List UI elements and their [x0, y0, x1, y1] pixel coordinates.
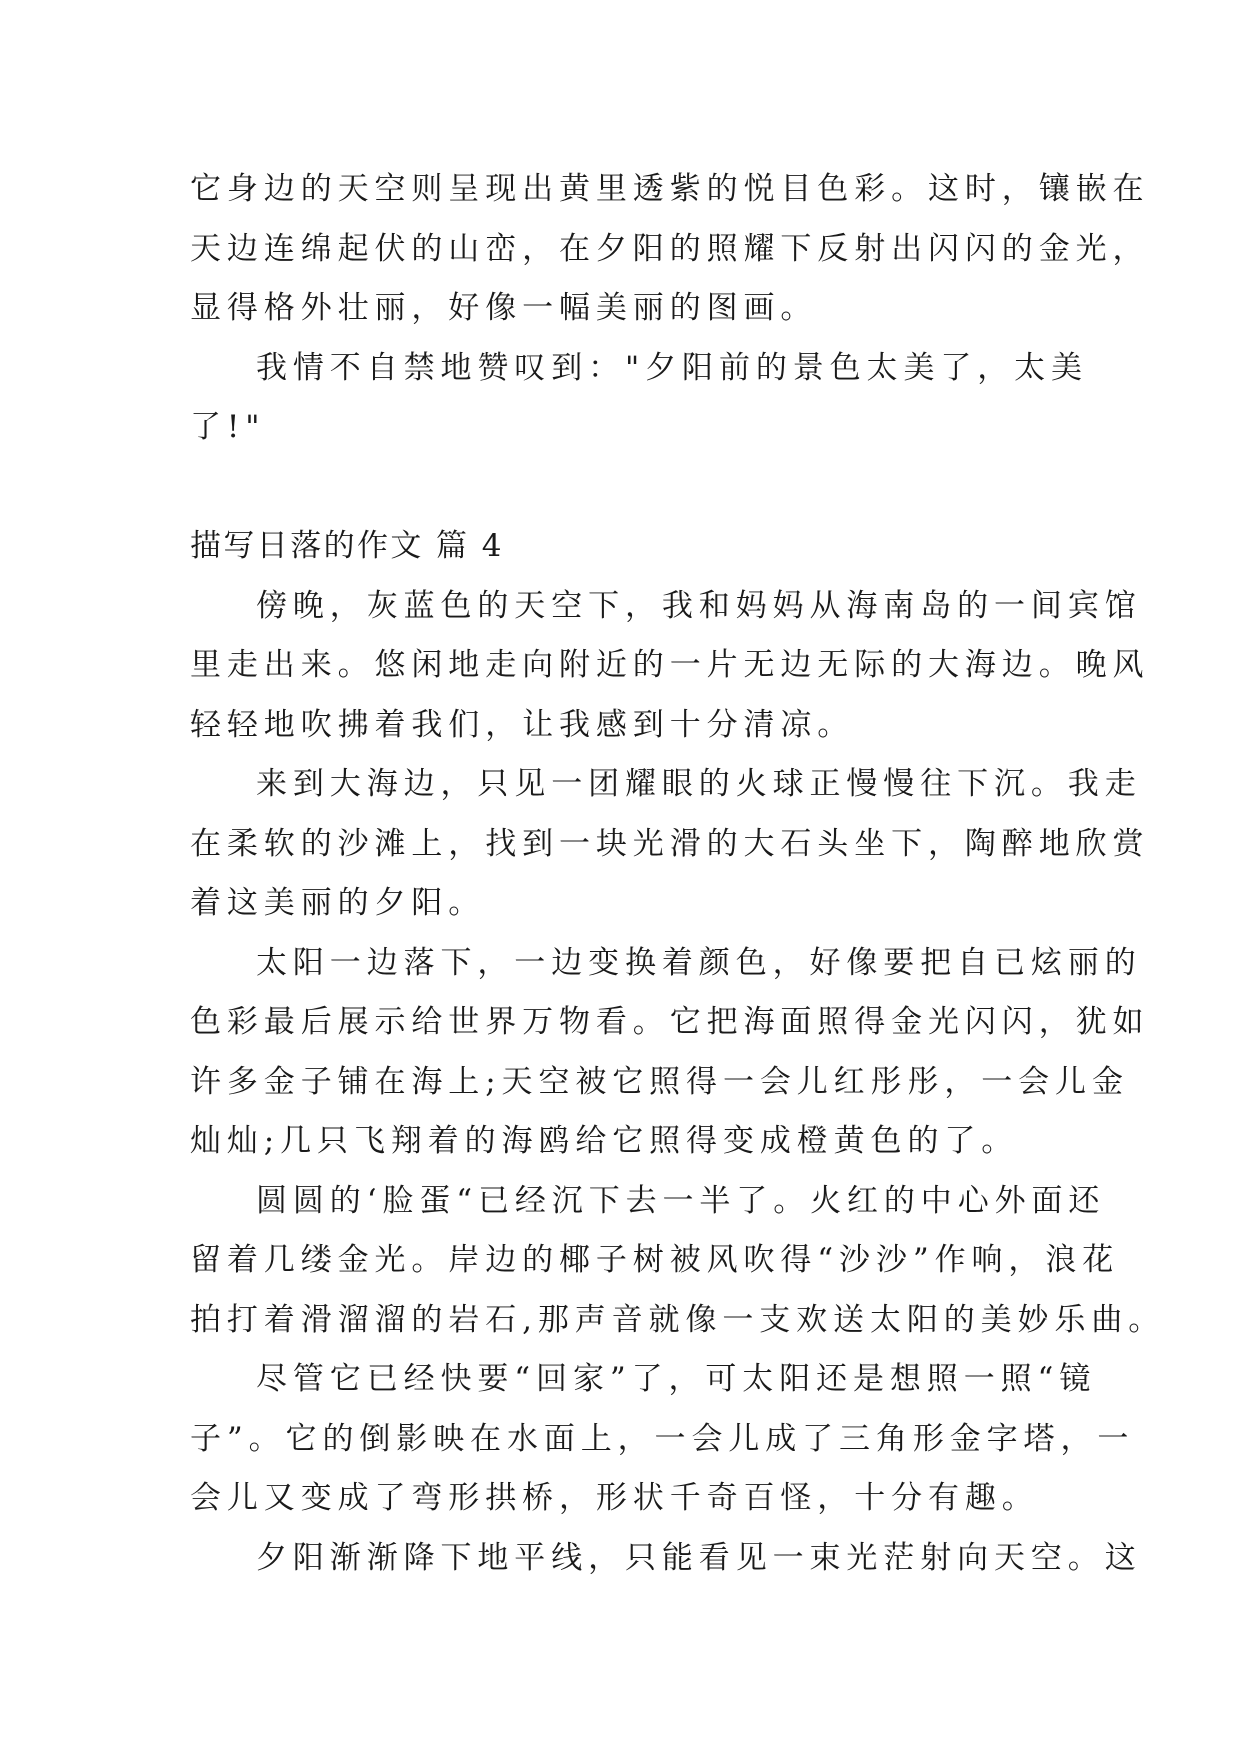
document-page [190, 160, 1166, 1588]
text-line: 子”。它的倒影映在水面上，一会儿成了三角形金字塔，一 [190, 1420, 1135, 1457]
text-line: 它身边的天空则呈现出黄里透紫的悦目色彩。这时，镶嵌在 [190, 171, 1150, 207]
section-paragraph-6 [190, 1529, 1142, 1589]
text-line: 傍晚，灰蓝色的天空下，我和妈妈从海南岛的一间宾馆 [256, 587, 1142, 624]
text-line: 轻轻地吹拂着我们，让我感到十分清凉。 [190, 706, 855, 743]
text-line: 色彩最后展示给世界万物看。它把海面照得金光闪闪，犹如 [190, 1004, 1150, 1040]
text-line: 里走出来。悠闲地走向附近的一片无边无际的大海边。晚风 [190, 647, 1150, 683]
text-line: 来到大海边，只见一团耀眼的火球正慢慢往下沉。我走 [256, 766, 1142, 802]
text-line: 拍打着滑溜溜的岩石,那声音就像一支欢送太阳的美妙乐曲。 [190, 1301, 1166, 1338]
text-line: 夕阳渐渐降下地平线，只能看见一束光茫射向天空。这 [256, 1539, 1142, 1576]
text-line: 灿灿;几只飞翔着的海鸥给它照得变成橙黄色的了。 [190, 1123, 1019, 1159]
text-line: 天边连绵起伏的山峦，在夕阳的照耀下反射出闪闪的金光， [190, 230, 1150, 267]
text-line: 尽管它已经快要“回家”了，可太阳还是想照一照“镜 [256, 1361, 1097, 1397]
section-paragraph-2 [190, 755, 1150, 934]
section-paragraph-5 [190, 1350, 1135, 1529]
prev-paragraph-1 [190, 160, 1150, 339]
text-line: 会儿又变成了弯形拱桥，形状千奇百怪，十分有趣。 [190, 1480, 1039, 1516]
text-line: 我情不自禁地赞叹到："夕阳前的景色太美了，太美 [256, 349, 1088, 386]
text-line: 显得格外壮丽，好像一幅美丽的图画。 [190, 290, 818, 326]
text-line: 太阳一边落下，一边变换着颜色，好像要把自已炫丽的 [256, 944, 1142, 981]
text-line: 留着几缕金光。岸边的椰子树被风吹得“沙沙”作响，浪花 [190, 1242, 1120, 1278]
text-line: 在柔软的沙滩上，找到一块光滑的大石头坐下，陶醉地欣赏 [190, 825, 1150, 862]
text-line: 许多金子铺在海上;天空被它照得一会儿红彤彤，一会儿金 [190, 1063, 1129, 1100]
text-line: 圆圆的‘脸蛋“已经沉下去一半了。火红的中心外面还 [256, 1182, 1106, 1219]
section-paragraph-1 [190, 577, 1150, 756]
prev-paragraph-2 [190, 339, 1088, 458]
text-line: 了!" [190, 409, 266, 445]
section-paragraph-3 [190, 934, 1150, 1172]
section-gap [190, 458, 1060, 518]
section-paragraph-4 [190, 1172, 1166, 1351]
section-heading: 描写日落的作文 篇 4 [190, 528, 504, 564]
text-line: 着这美丽的夕阳。 [190, 885, 486, 921]
